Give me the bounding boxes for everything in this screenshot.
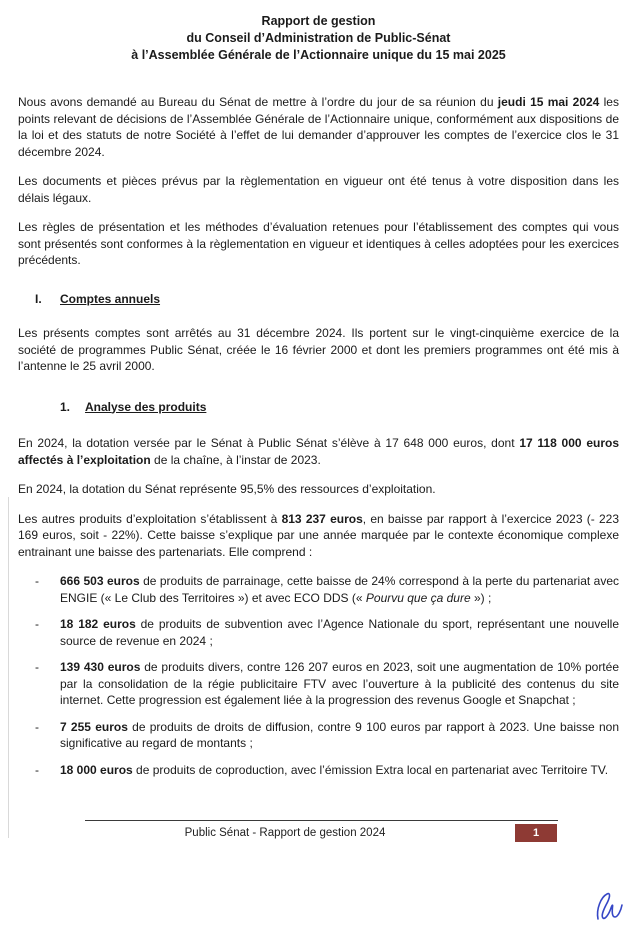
title-line-3: à l’Assemblée Générale de l’Actionnaire unique du 15 mai 2025 [131, 48, 506, 62]
list-item-subvention [35, 616, 619, 649]
section-number: I. [35, 291, 42, 306]
section-heading-comptes-annuels [35, 291, 619, 308]
signature-mark [594, 890, 630, 926]
subsection-heading-analyse-produits [60, 399, 619, 416]
page-number-badge: 1 [515, 824, 557, 842]
paragraph-documents-pieces: Les documents et pièces prévus par la règlementation en vigueur ont été tenus à votre disposition dans les délais légaux. [18, 174, 619, 205]
section-title: Comptes annuels [60, 291, 161, 306]
paragraph-autres-produits: Les autres produits d’exploitation s’établissent à 813 237 euros, en baisse par rapport à l’exercice 2023 (- 223 169 euros, soit - 22%). Cette baisse s’explique par une année marquée par le contexte économique complexe entrainant une baisse des partenariats. Elle comprend : [18, 511, 620, 559]
bullet-marker: - [35, 574, 39, 588]
title-line-1: Rapport de gestion [261, 14, 376, 28]
bullet-text: 666 503 euros de produits de parrainage, cette baisse de 24% correspond à la perte du partenariat avec ENGIE (« Le Club des Territoires ») et avec ECO DDS (« Pourvu que ça dure ») ; [60, 574, 620, 605]
paragraph-regles-presentation: Les règles de présentation et les méthodes d’évaluation retenues pour l’établissement des comptes qui vous sont présentés sont conformes à la règlementation en vigueur et identiques à celles adoptées pour les exercices précédents. [18, 220, 619, 267]
bullet-marker: - [35, 617, 39, 631]
bullet-marker: - [35, 719, 39, 734]
paragraph-dotation-pourcentage: En 2024, la dotation du Sénat représente 95,5% des ressources d’exploitation. [18, 482, 436, 496]
bullet-text: 7 255 euros de produits de droits de diffusion, contre 9 100 euros par rapport à 2023. Une baisse non significative au regard de montants ; [60, 719, 619, 750]
document-title [18, 13, 619, 64]
subsection-number: 1. [60, 399, 71, 414]
page-footer [0, 820, 637, 850]
list-item-parrainage [35, 573, 619, 606]
list-item-coproduction [35, 762, 619, 779]
footer-rule [85, 820, 558, 821]
title-line-2: du Conseil d’Administration de Public-Sénat [186, 31, 451, 45]
paragraph-comptes-arretes: Les présents comptes sont arrêtés au 31 décembre 2024. Ils portent sur le vingt-cinquième exercice de la société de programmes Public Sénat, créée le 16 février 2000 et dont les premiers programmes ont été mis à l’antenne le 25 avril 2000. [18, 326, 619, 373]
footer-text: Public Sénat - Rapport de gestion 2024 [184, 827, 386, 839]
signature-stroke [598, 894, 622, 919]
bullet-text: 18 182 euros de produits de subvention avec l’Agence Nationale du sport, représentant une nouvelle source de revenue en 2024 ; [60, 617, 619, 648]
list-item-produits-divers [35, 659, 619, 709]
subsection-title: Analyse des produits [85, 399, 207, 414]
scan-edge-line [8, 497, 9, 838]
paragraph-dotation-senat: En 2024, la dotation versée par le Sénat à Public Sénat s’élève à 17 648 000 euros, dont 17 118 000 euros affectés à l’exploitation de la chaîne, à l’instar de 2023. [18, 436, 619, 467]
list-item-droits-diffusion [35, 719, 619, 752]
paragraph-ordre-du-jour: Nous avons demandé au Bureau du Sénat de mettre à l’ordre du jour de sa réunion du jeudi 15 mai 2024 les points relevant de décisions de l’Assemblée Générale de l’Actionnaire unique, conformément aux dispositions de la loi et des statuts de notre Société à l’effet de lui demander d’approuver les comptes de l’exercice clos le 31 décembre 2024. [18, 95, 619, 159]
bullet-text: 139 430 euros de produits divers, contre 126 207 euros en 2023, soit une augmentation de 10% portée par la consolidation de la régie publicitaire FTV avec l’ouverture à la publicité des contenus du site internet. Cette progression est également liée à la progression des revenus Google et Snapchat ; [60, 660, 619, 707]
bullet-marker: - [35, 660, 39, 674]
bullet-marker: - [35, 762, 39, 777]
bullet-text: 18 000 euros de produits de coproduction, avec l’émission Extra local en partenariat avec Territoire TV. [60, 762, 609, 777]
